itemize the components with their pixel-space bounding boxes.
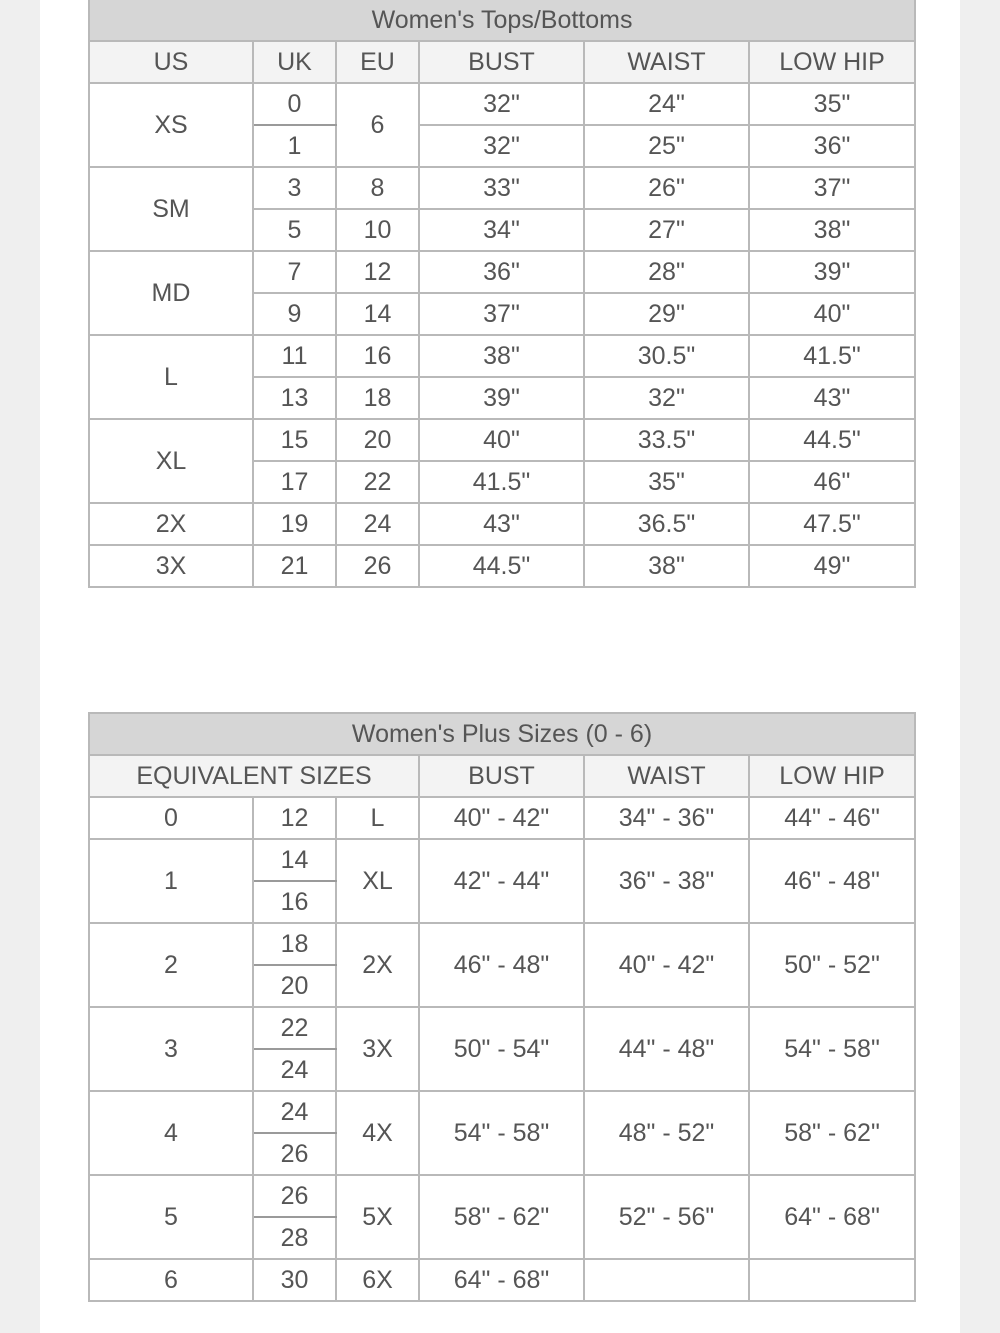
bust-cell: 50" - 54": [419, 1007, 584, 1091]
eu-size-cell: 22: [336, 461, 419, 503]
bust-cell: 40": [419, 419, 584, 461]
numeric-size-cell: 16: [253, 881, 336, 923]
waist-cell: 27": [584, 209, 749, 251]
bust-cell: 34": [419, 209, 584, 251]
us-size-cell: 3X: [89, 545, 253, 587]
numeric-size-cell: 26: [253, 1133, 336, 1175]
eu-size-cell: 20: [336, 419, 419, 461]
us-size-cell: SM: [89, 167, 253, 251]
header-low-hip: LOW HIP: [749, 41, 915, 83]
low-hip-cell: 44" - 46": [749, 797, 915, 839]
header-waist: WAIST: [584, 41, 749, 83]
plus-size-cell: 6: [89, 1259, 253, 1301]
plus-size-cell: 0: [89, 797, 253, 839]
letter-size-cell: L: [336, 797, 419, 839]
waist-cell: 38": [584, 545, 749, 587]
plus-size-cell: 3: [89, 1007, 253, 1091]
header-bust: BUST: [419, 41, 584, 83]
plus-size-cell: 4: [89, 1091, 253, 1175]
low-hip-cell: 54" - 58": [749, 1007, 915, 1091]
bust-cell: 41.5": [419, 461, 584, 503]
table-row: [89, 923, 915, 965]
table-row: [89, 83, 915, 125]
table-row: [89, 797, 915, 839]
table-row: [89, 335, 915, 377]
eu-size-cell: 14: [336, 293, 419, 335]
table-row: [89, 167, 915, 209]
waist-cell: 26": [584, 167, 749, 209]
waist-cell: 32": [584, 377, 749, 419]
low-hip-cell: 35": [749, 83, 915, 125]
low-hip-cell: 46" - 48": [749, 839, 915, 923]
waist-cell: [584, 1259, 749, 1301]
low-hip-cell: 58" - 62": [749, 1091, 915, 1175]
bust-cell: 40" - 42": [419, 797, 584, 839]
uk-size-cell: 7: [253, 251, 336, 293]
header-equivalent-sizes: EQUIVALENT SIZES: [89, 755, 419, 797]
table-row: [89, 1091, 915, 1133]
uk-size-cell: 0: [253, 83, 336, 125]
low-hip-cell: 37": [749, 167, 915, 209]
low-hip-cell: 39": [749, 251, 915, 293]
plus-size-cell: 5: [89, 1175, 253, 1259]
uk-size-cell: 9: [253, 293, 336, 335]
bust-cell: 58" - 62": [419, 1175, 584, 1259]
eu-size-cell: 8: [336, 167, 419, 209]
uk-size-cell: 3: [253, 167, 336, 209]
bust-cell: 36": [419, 251, 584, 293]
waist-cell: 25": [584, 125, 749, 167]
letter-size-cell: 5X: [336, 1175, 419, 1259]
tops-bottoms-size-table: [88, 0, 916, 588]
waist-cell: 34" - 36": [584, 797, 749, 839]
plus-table-title: Women's Plus Sizes (0 - 6): [89, 713, 915, 755]
eu-size-cell: 10: [336, 209, 419, 251]
us-size-cell: XS: [89, 83, 253, 167]
table-row: [89, 839, 915, 881]
table-row: [89, 545, 915, 587]
table-row: [89, 1007, 915, 1049]
numeric-size-cell: 22: [253, 1007, 336, 1049]
bust-cell: 37": [419, 293, 584, 335]
plus-size-table: [88, 712, 916, 1302]
low-hip-cell: 50" - 52": [749, 923, 915, 1007]
bust-cell: 33": [419, 167, 584, 209]
uk-size-cell: 13: [253, 377, 336, 419]
low-hip-cell: 41.5": [749, 335, 915, 377]
low-hip-cell: 47.5": [749, 503, 915, 545]
numeric-size-cell: 26: [253, 1175, 336, 1217]
numeric-size-cell: 18: [253, 923, 336, 965]
waist-cell: 35": [584, 461, 749, 503]
letter-size-cell: 6X: [336, 1259, 419, 1301]
waist-cell: 33.5": [584, 419, 749, 461]
bust-cell: 64" - 68": [419, 1259, 584, 1301]
eu-size-cell: 16: [336, 335, 419, 377]
us-size-cell: 2X: [89, 503, 253, 545]
waist-cell: 30.5": [584, 335, 749, 377]
bust-cell: 38": [419, 335, 584, 377]
bust-cell: 44.5": [419, 545, 584, 587]
tops-table-title: Women's Tops/Bottoms: [89, 0, 915, 41]
low-hip-cell: [749, 1259, 915, 1301]
header-low-hip: LOW HIP: [749, 755, 915, 797]
waist-cell: 24": [584, 83, 749, 125]
numeric-size-cell: 24: [253, 1049, 336, 1091]
letter-size-cell: XL: [336, 839, 419, 923]
uk-size-cell: 21: [253, 545, 336, 587]
numeric-size-cell: 14: [253, 839, 336, 881]
eu-size-cell: 24: [336, 503, 419, 545]
bust-cell: 39": [419, 377, 584, 419]
plus-size-cell: 1: [89, 839, 253, 923]
bust-cell: 42" - 44": [419, 839, 584, 923]
us-size-cell: L: [89, 335, 253, 419]
table-row: [89, 1175, 915, 1217]
waist-cell: 28": [584, 251, 749, 293]
bust-cell: 32": [419, 83, 584, 125]
eu-size-cell: 26: [336, 545, 419, 587]
uk-size-cell: 17: [253, 461, 336, 503]
table-row: [89, 251, 915, 293]
low-hip-cell: 64" - 68": [749, 1175, 915, 1259]
uk-size-cell: 5: [253, 209, 336, 251]
eu-size-cell: 12: [336, 251, 419, 293]
header-us: US: [89, 41, 253, 83]
bust-cell: 43": [419, 503, 584, 545]
table-row: [89, 419, 915, 461]
uk-size-cell: 15: [253, 419, 336, 461]
numeric-size-cell: 30: [253, 1259, 336, 1301]
waist-cell: 44" - 48": [584, 1007, 749, 1091]
header-bust: BUST: [419, 755, 584, 797]
low-hip-cell: 40": [749, 293, 915, 335]
header-uk: UK: [253, 41, 336, 83]
numeric-size-cell: 20: [253, 965, 336, 1007]
letter-size-cell: 4X: [336, 1091, 419, 1175]
letter-size-cell: 2X: [336, 923, 419, 1007]
low-hip-cell: 43": [749, 377, 915, 419]
waist-cell: 29": [584, 293, 749, 335]
numeric-size-cell: 12: [253, 797, 336, 839]
bust-cell: 32": [419, 125, 584, 167]
us-size-cell: XL: [89, 419, 253, 503]
table-row: [89, 503, 915, 545]
low-hip-cell: 38": [749, 209, 915, 251]
header-waist: WAIST: [584, 755, 749, 797]
numeric-size-cell: 24: [253, 1091, 336, 1133]
low-hip-cell: 49": [749, 545, 915, 587]
low-hip-cell: 36": [749, 125, 915, 167]
bust-cell: 46" - 48": [419, 923, 584, 1007]
low-hip-cell: 46": [749, 461, 915, 503]
waist-cell: 40" - 42": [584, 923, 749, 1007]
waist-cell: 36.5": [584, 503, 749, 545]
us-size-cell: MD: [89, 251, 253, 335]
header-eu: EU: [336, 41, 419, 83]
numeric-size-cell: 28: [253, 1217, 336, 1259]
letter-size-cell: 3X: [336, 1007, 419, 1091]
table-row: [89, 1259, 915, 1301]
plus-size-cell: 2: [89, 923, 253, 1007]
eu-size-cell: 18: [336, 377, 419, 419]
waist-cell: 52" - 56": [584, 1175, 749, 1259]
uk-size-cell: 1: [253, 125, 336, 167]
waist-cell: 48" - 52": [584, 1091, 749, 1175]
bust-cell: 54" - 58": [419, 1091, 584, 1175]
uk-size-cell: 11: [253, 335, 336, 377]
waist-cell: 36" - 38": [584, 839, 749, 923]
eu-size-cell: 6: [336, 83, 419, 167]
low-hip-cell: 44.5": [749, 419, 915, 461]
uk-size-cell: 19: [253, 503, 336, 545]
